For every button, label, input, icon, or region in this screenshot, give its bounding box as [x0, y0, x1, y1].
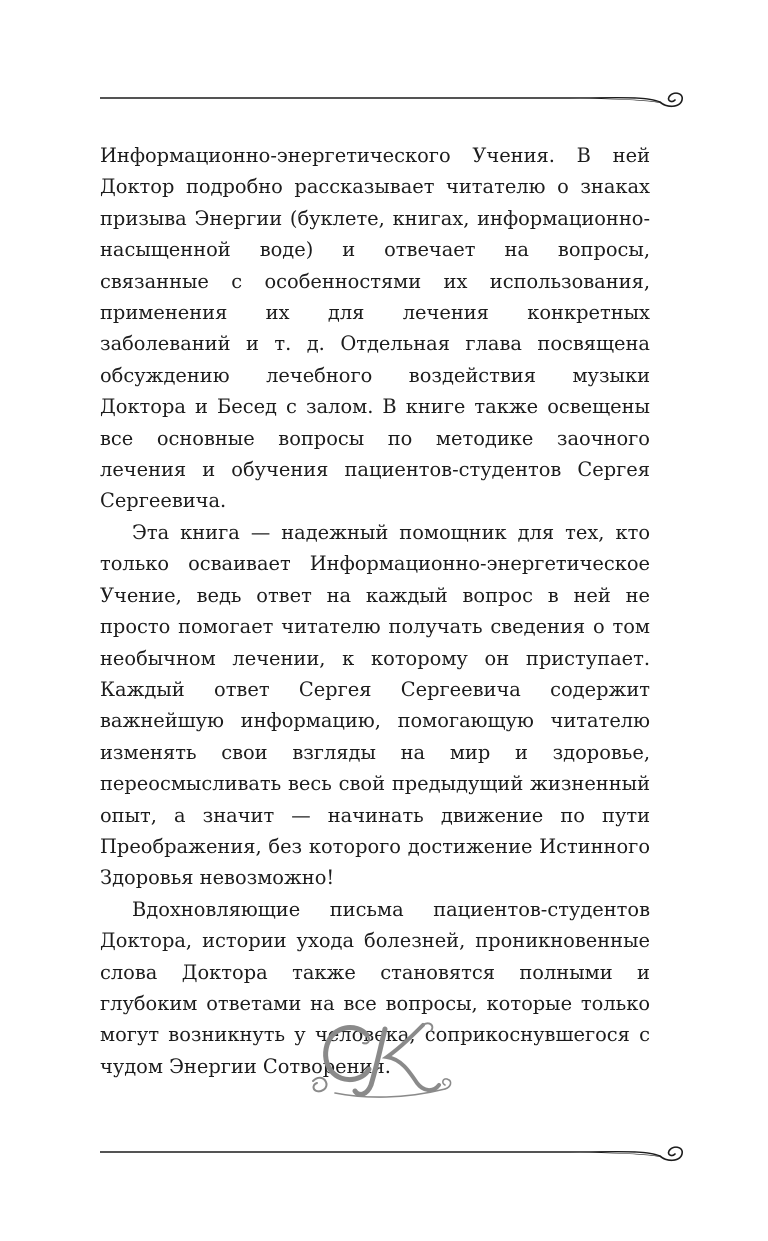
top-flourish-rule — [100, 86, 690, 110]
monogram — [305, 1015, 455, 1105]
bottom-flourish-rule — [100, 1140, 690, 1164]
flourish-rule-icon — [100, 86, 690, 110]
monogram-icon — [305, 1015, 455, 1105]
paragraph-3: Вдохновляющие письма пациентов-студентов Доктора, истории ухода болезней, проникновенные слова Доктора также становятся полными и глубоким ответами на все вопросы, которые только могут возникнуть у человека, соприкоснувшегося с чудом Энергии Сотворения. — [100, 897, 650, 1078]
body-text — [100, 140, 650, 1082]
flourish-rule-icon — [100, 1140, 690, 1164]
paragraph-2: Эта книга — надежный помощник для тех, кто только осваивает Информационно-энергетическое Учение, ведь ответ на каждый вопрос в ней не просто помогает читателю получать сведения о том необычном лечении, к которому он приступает. Каждый ответ Сергея Сергеевича содержит важнейшую информацию, помогающую читателю изменять свои взгляды на мир и здоровье, переосмысливать весь свой предыдущий жизненный опыт, а значит — начинать движение по пути Преображения, без которого достижение Истинного Здоровья невозможно! — [100, 520, 650, 890]
paragraph-1: Информационно-энергетического Учения. В ней Доктор подробно рассказывает читателю о знаках призыва Энергии (буклете, книгах, информационно-насыщенной воде) и отвечает на вопросы, связанные с особенностями их использования, применения их для лечения конкретных заболеваний и т. д. Отдельная глава посвящена обсуждению лечебного воздействия музыки Доктора и Бесед с залом. В книге также освещены все основные вопросы по методике заочного лечения и обучения пациентов-студентов Сергея Сергеевича. — [100, 144, 650, 513]
